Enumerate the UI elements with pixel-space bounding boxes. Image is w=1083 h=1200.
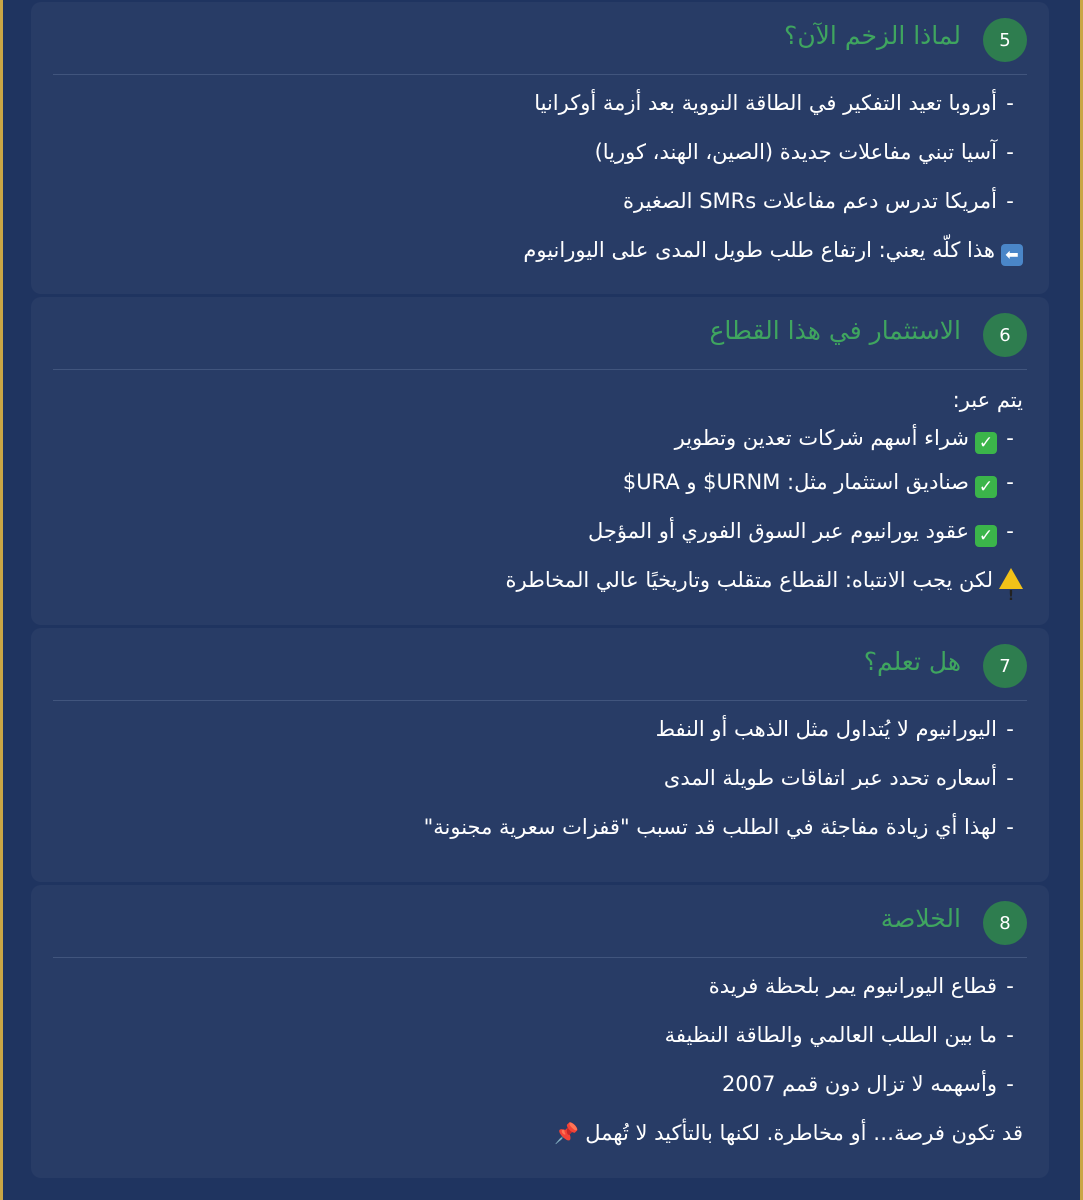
list-item: -أمريكا تدرس دعم مفاعلات SMRs الصغيرة [623, 189, 1014, 213]
section-title: الاستثمار في هذا القطاع [709, 315, 961, 345]
list-item: -✓عقود يورانيوم عبر السوق الفوري أو المؤجل [587, 519, 1014, 546]
conclusion-line: ! لكن يجب الانتباه: القطاع متقلب وتاريخيًا عالي المخاطرة [53, 556, 1027, 605]
section-header [53, 2, 1027, 75]
section-card-5 [31, 2, 1049, 294]
list-item: -✓صناديق استثمار مثل: URNM$ و URA$ [622, 470, 1014, 497]
arrow-left-icon: ⬅ [1001, 244, 1023, 266]
pushpin-icon: 📌 [554, 1121, 580, 1145]
section-number-badge: 6 [983, 313, 1027, 357]
section-number-badge: 8 [983, 901, 1027, 945]
conclusion-line: قد تكون فرصة… أو مخاطرة. لكنها بالتأكيد لا تُهمل📌 [554, 1121, 1023, 1145]
section-card-6 [31, 297, 1049, 625]
left-border [0, 0, 3, 1200]
list-item: -أسعاره تحدد عبر اتفاقات طويلة المدى [663, 766, 1014, 790]
section-number-badge: 7 [983, 644, 1027, 688]
check-mark-icon: ✓ [975, 525, 997, 547]
section-number-badge: 5 [983, 18, 1027, 62]
list-item: -ما بين الطلب العالمي والطاقة النظيفة [664, 1023, 1014, 1047]
section-header [53, 297, 1027, 370]
section-header [53, 885, 1027, 958]
list-item: -آسيا تبني مفاعلات جديدة (الصين، الهند، كوريا) [594, 140, 1014, 164]
article-body [31, 0, 1049, 1200]
list-item: -✓شراء أسهم شركات تعدين وتطوير [674, 426, 1014, 453]
section-card-7 [31, 628, 1049, 882]
list-item: -اليورانيوم لا يُتداول مثل الذهب أو النفط [655, 717, 1014, 741]
section-title: هل تعلم؟ [863, 646, 961, 676]
list-item: -أوروبا تعيد التفكير في الطاقة النووية بعد أزمة أوكرانيا [534, 91, 1014, 115]
section-header [53, 628, 1027, 701]
section-card-8 [31, 885, 1049, 1178]
list-item: -لهذا أي زيادة مفاجئة في الطلب قد تسبب "قفزات سعرية مجنونة" [423, 815, 1014, 839]
section-title: الخلاصة [880, 903, 961, 933]
warning-icon: ! [999, 568, 1023, 589]
check-mark-icon: ✓ [975, 432, 997, 454]
conclusion-line: ⬅هذا كلّه يعني: ارتفاع طلب طويل المدى على اليورانيوم [53, 226, 1027, 275]
section-title: لماذا الزخم الآن؟ [784, 20, 961, 50]
check-mark-icon: ✓ [975, 476, 997, 498]
list-item: -قطاع اليورانيوم يمر بلحظة فريدة [708, 974, 1014, 998]
section-intro: يتم عبر: [952, 388, 1023, 412]
list-item: -وأسهمه لا تزال دون قمم 2007 [721, 1072, 1014, 1096]
